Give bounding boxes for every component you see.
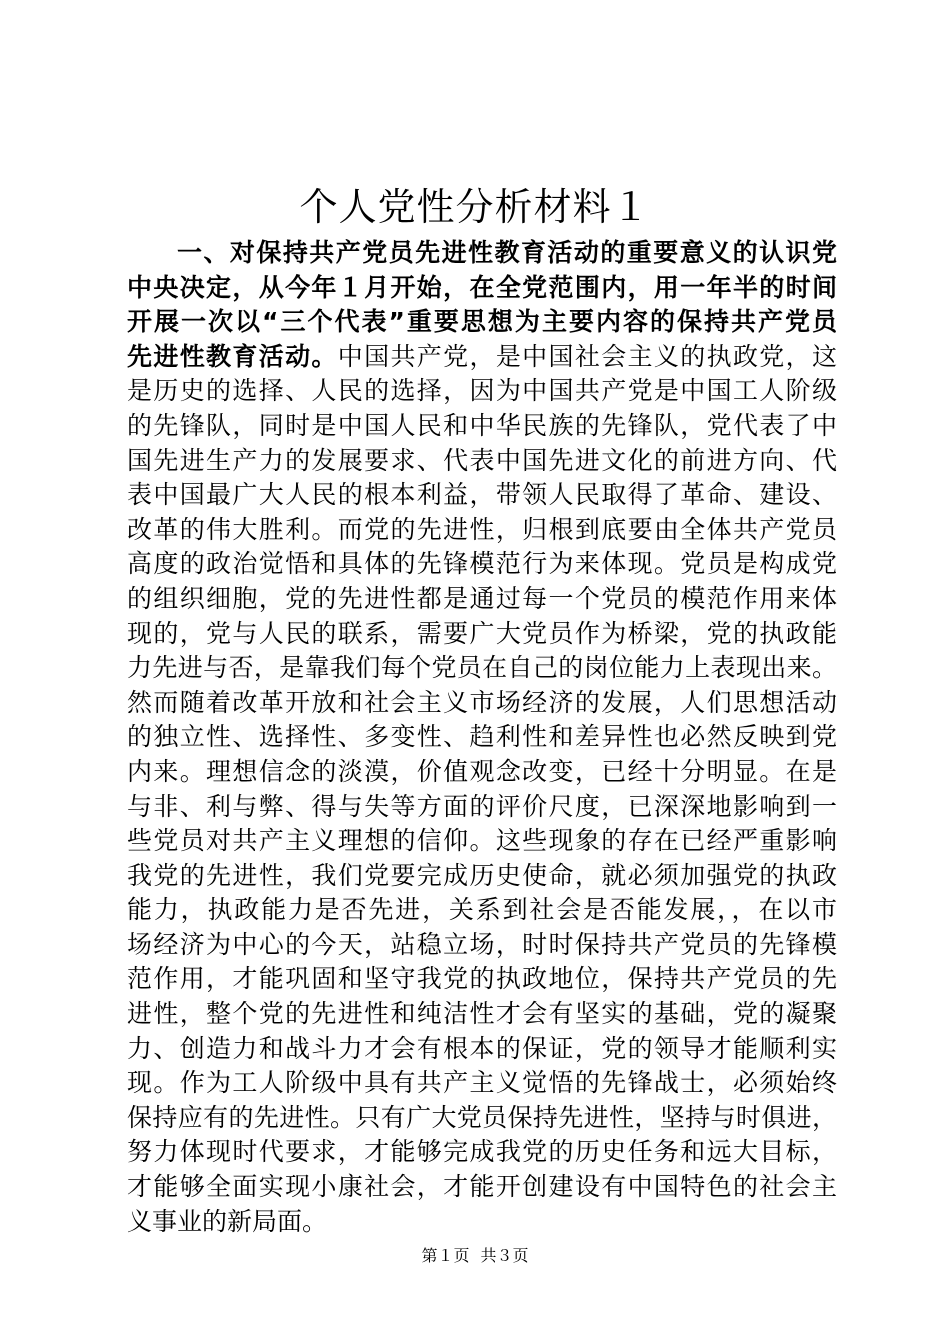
normal-text: 现的，党与人民的联系，需要广大党员作为桥梁，党的执政能 bbox=[127, 618, 837, 648]
text-line bbox=[127, 444, 837, 479]
text-line bbox=[127, 790, 837, 825]
text-line bbox=[127, 928, 837, 963]
text-line bbox=[127, 720, 837, 755]
bold-text: 中央决定，从今年１月开始，在全党范围内，用一年半的时间 bbox=[127, 272, 837, 302]
text-line bbox=[127, 1205, 837, 1240]
normal-text: 与非、利与弊、得与失等方面的评价尺度，已深深地影响到一 bbox=[127, 791, 837, 821]
text-line bbox=[127, 271, 837, 306]
text-line bbox=[127, 340, 837, 375]
page-title: 个人党性分析材料１ bbox=[299, 185, 651, 229]
text-line bbox=[127, 824, 837, 859]
text-line bbox=[127, 859, 837, 894]
text-line bbox=[127, 893, 837, 928]
normal-text: 保持应有的先进性。只有广大党员保持先进性，坚持与时俱进， bbox=[127, 1102, 837, 1132]
text-line bbox=[127, 962, 837, 997]
text-line bbox=[127, 617, 837, 652]
normal-text: 进性，整个党的先进性和纯洁性才会有坚实的基础，党的凝聚 bbox=[127, 999, 837, 1029]
normal-text: 的组织细胞，党的先进性都是通过每一个党员的模范作用来体 bbox=[127, 583, 837, 613]
text-line bbox=[127, 1135, 837, 1170]
text-line bbox=[127, 1101, 837, 1136]
body-paragraph bbox=[127, 236, 837, 1239]
bold-text: 一、对保持共产党员先进性教育活动的重要意义的认识党 bbox=[177, 238, 837, 267]
normal-text: 中国共产党，是中国社会主义的执政党，这 bbox=[337, 341, 837, 371]
text-line bbox=[127, 1170, 837, 1205]
normal-text: 义事业的新局面。 bbox=[127, 1206, 328, 1236]
normal-text: 然而随着改革开放和社会主义市场经济的发展，人们思想活动 bbox=[127, 687, 837, 717]
normal-text: 力、创造力和战斗力才会有根本的保证，党的领导才能顺利实 bbox=[127, 1033, 837, 1063]
text-line bbox=[127, 1032, 837, 1067]
text-line bbox=[127, 686, 837, 721]
text-line bbox=[127, 547, 837, 582]
text-line bbox=[127, 513, 837, 548]
normal-text: 高度的政治觉悟和具体的先锋模范行为来体现。党员是构成党 bbox=[127, 549, 837, 579]
normal-text: 是历史的选择、人民的选择，因为中国共产党是中国工人阶级 bbox=[127, 376, 837, 406]
text-line bbox=[127, 582, 837, 617]
normal-text: 能力，执政能力是否先进，关系到社会是否能发展，，在以市 bbox=[127, 895, 837, 925]
normal-text: 场经济为中心的今天，站稳立场，时时保持共产党员的先锋模 bbox=[127, 929, 837, 959]
normal-text: 才能够全面实现小康社会，才能开创建设有中国特色的社会主 bbox=[127, 1172, 837, 1202]
page-footer bbox=[0, 1246, 950, 1266]
normal-text: 我党的先进性，我们党要完成历史使命，就必须加强党的执政 bbox=[127, 860, 837, 890]
text-line bbox=[127, 997, 837, 1032]
normal-text: 力先进与否，是靠我们每个党员在自己的岗位能力上表现出来。 bbox=[127, 653, 837, 683]
normal-text: 的独立性、选择性、多变性、趋利性和差异性也必然反映到党 bbox=[127, 722, 837, 752]
normal-text: 的先锋队，同时是中国人民和中华民族的先锋队，党代表了中 bbox=[127, 410, 837, 440]
text-line bbox=[127, 409, 837, 444]
normal-text: 内来。理想信念的淡漠，价值观念改变，已经十分明显。在是 bbox=[127, 756, 837, 786]
normal-text: 努力体现时代要求，才能够完成我党的历史任务和远大目标， bbox=[127, 1137, 837, 1167]
text-line bbox=[127, 478, 837, 513]
normal-text: 表中国最广大人民的根本利益，带领人民取得了革命、建设、 bbox=[127, 480, 837, 510]
text-line bbox=[127, 236, 837, 271]
page-total: 共３页 bbox=[480, 1246, 529, 1265]
normal-text: 范作用，才能巩固和坚守我党的执政地位，保持共产党员的先 bbox=[127, 964, 837, 994]
text-line bbox=[127, 374, 837, 409]
bold-text: 开展一次以“三个代表”重要思想为主要内容的保持共产党员 bbox=[127, 307, 837, 337]
normal-text: 改革的伟大胜利。而党的先进性，归根到底要由全体共产党员 bbox=[127, 514, 837, 544]
text-line bbox=[127, 755, 837, 790]
normal-text: 国先进生产力的发展要求、代表中国先进文化的前进方向、代 bbox=[127, 445, 837, 475]
text-line bbox=[127, 1066, 837, 1101]
page-number: 第１页 bbox=[421, 1246, 470, 1265]
normal-text: 些党员对共产主义理想的信仰。这些现象的存在已经严重影响 bbox=[127, 826, 837, 856]
bold-text: 先进性教育活动。 bbox=[127, 341, 338, 371]
normal-text: 现。作为工人阶级中具有共产主义觉悟的先锋战士，必须始终 bbox=[127, 1068, 837, 1098]
text-line bbox=[127, 305, 837, 340]
text-line bbox=[127, 651, 837, 686]
